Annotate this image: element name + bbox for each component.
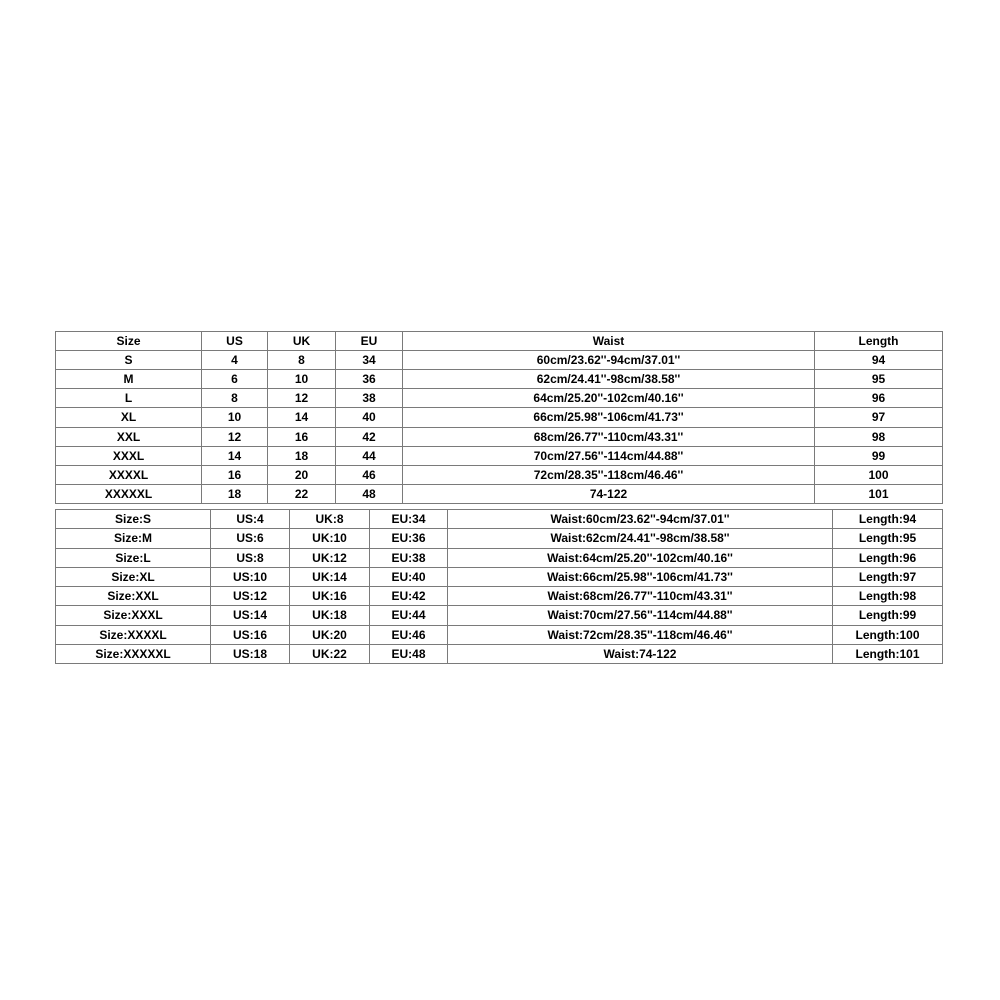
cell-us: 12 [202,427,268,446]
cell-size: S [56,351,202,370]
cell-us: 14 [202,446,268,465]
cell-eu: 42 [336,427,403,446]
cell-waist: Waist:64cm/25.20''-102cm/40.16'' [448,548,833,567]
cell-us: US:14 [211,606,290,625]
cell-size: Size:XXL [56,587,211,606]
cell-length: 97 [815,408,943,427]
cell-length: Length:100 [833,625,943,644]
cell-size: L [56,389,202,408]
cell-length: 99 [815,446,943,465]
cell-waist: 68cm/26.77''-110cm/43.31'' [403,427,815,446]
cell-us: 8 [202,389,268,408]
table-row [56,484,943,503]
cell-waist: Waist:68cm/26.77''-110cm/43.31'' [448,587,833,606]
cell-length: 98 [815,427,943,446]
cell-eu: 34 [336,351,403,370]
cell-waist: Waist:70cm/27.56''-114cm/44.88'' [448,606,833,625]
table-row [56,389,943,408]
table-row [56,427,943,446]
cell-eu: EU:42 [370,587,448,606]
cell-size: XXXXXL [56,484,202,503]
table-row [56,567,943,586]
cell-eu: EU:36 [370,529,448,548]
column-header-eu: EU [336,332,403,351]
table-header-row [56,332,943,351]
cell-us: 4 [202,351,268,370]
cell-eu: EU:38 [370,548,448,567]
cell-uk: 12 [268,389,336,408]
cell-us: US:18 [211,644,290,663]
cell-eu: 36 [336,370,403,389]
cell-uk: UK:18 [290,606,370,625]
cell-length: 96 [815,389,943,408]
cell-eu: 38 [336,389,403,408]
cell-waist: Waist:60cm/23.62''-94cm/37.01'' [448,510,833,529]
cell-eu: EU:46 [370,625,448,644]
table-row [56,529,943,548]
labeled-size-chart-table [55,509,943,664]
table-row [56,548,943,567]
cell-waist: Waist:72cm/28.35''-118cm/46.46'' [448,625,833,644]
cell-waist: 66cm/25.98''-106cm/41.73'' [403,408,815,427]
cell-length: 101 [815,484,943,503]
cell-us: 6 [202,370,268,389]
cell-eu: 44 [336,446,403,465]
cell-size: XXXL [56,446,202,465]
cell-eu: EU:34 [370,510,448,529]
table-row [56,351,943,370]
cell-eu: 40 [336,408,403,427]
cell-uk: 22 [268,484,336,503]
table-row [56,408,943,427]
cell-length: 94 [815,351,943,370]
cell-eu: EU:48 [370,644,448,663]
cell-length: Length:101 [833,644,943,663]
cell-us: 16 [202,465,268,484]
column-header-size: Size [56,332,202,351]
table-row [56,465,943,484]
table-row [56,606,943,625]
cell-length: Length:95 [833,529,943,548]
cell-us: US:10 [211,567,290,586]
cell-uk: UK:16 [290,587,370,606]
cell-size: Size:XXXXXL [56,644,211,663]
cell-waist: 60cm/23.62''-94cm/37.01'' [403,351,815,370]
cell-us: US:16 [211,625,290,644]
cell-us: 10 [202,408,268,427]
cell-waist: 74-122 [403,484,815,503]
cell-length: Length:99 [833,606,943,625]
cell-length: Length:96 [833,548,943,567]
cell-size: XL [56,408,202,427]
cell-eu: EU:40 [370,567,448,586]
cell-size: Size:XL [56,567,211,586]
cell-us: US:4 [211,510,290,529]
cell-waist: Waist:66cm/25.98''-106cm/41.73'' [448,567,833,586]
cell-size: M [56,370,202,389]
cell-uk: UK:10 [290,529,370,548]
cell-uk: 20 [268,465,336,484]
cell-size: Size:M [56,529,211,548]
cell-eu: 46 [336,465,403,484]
cell-waist: 72cm/28.35''-118cm/46.46'' [403,465,815,484]
cell-us: US:12 [211,587,290,606]
cell-us: US:6 [211,529,290,548]
cell-us: US:8 [211,548,290,567]
table-row [56,644,943,663]
cell-eu: 48 [336,484,403,503]
cell-size: XXL [56,427,202,446]
cell-waist: 70cm/27.56''-114cm/44.88'' [403,446,815,465]
cell-uk: UK:20 [290,625,370,644]
cell-length: Length:97 [833,567,943,586]
cell-size: Size:L [56,548,211,567]
table-row [56,370,943,389]
cell-waist: 64cm/25.20''-102cm/40.16'' [403,389,815,408]
cell-uk: 16 [268,427,336,446]
cell-uk: UK:12 [290,548,370,567]
cell-size: XXXXL [56,465,202,484]
column-header-uk: UK [268,332,336,351]
cell-length: Length:94 [833,510,943,529]
cell-uk: 10 [268,370,336,389]
table-row [56,510,943,529]
labeled-size-chart-body [56,510,943,664]
cell-waist: 62cm/24.41''-98cm/38.58'' [403,370,815,389]
cell-uk: 8 [268,351,336,370]
cell-uk: UK:14 [290,567,370,586]
cell-length: Length:98 [833,587,943,606]
cell-length: 100 [815,465,943,484]
table-row [56,625,943,644]
size-chart-table [55,331,943,504]
cell-size: Size:S [56,510,211,529]
cell-size: Size:XXXL [56,606,211,625]
table-row [56,587,943,606]
column-header-waist: Waist [403,332,815,351]
table-row [56,446,943,465]
size-chart-body [56,332,943,504]
cell-uk: UK:22 [290,644,370,663]
cell-eu: EU:44 [370,606,448,625]
cell-size: Size:XXXXL [56,625,211,644]
column-header-length: Length [815,332,943,351]
cell-length: 95 [815,370,943,389]
cell-waist: Waist:74-122 [448,644,833,663]
cell-uk: UK:8 [290,510,370,529]
column-header-us: US [202,332,268,351]
cell-us: 18 [202,484,268,503]
cell-uk: 14 [268,408,336,427]
cell-uk: 18 [268,446,336,465]
cell-waist: Waist:62cm/24.41''-98cm/38.58'' [448,529,833,548]
